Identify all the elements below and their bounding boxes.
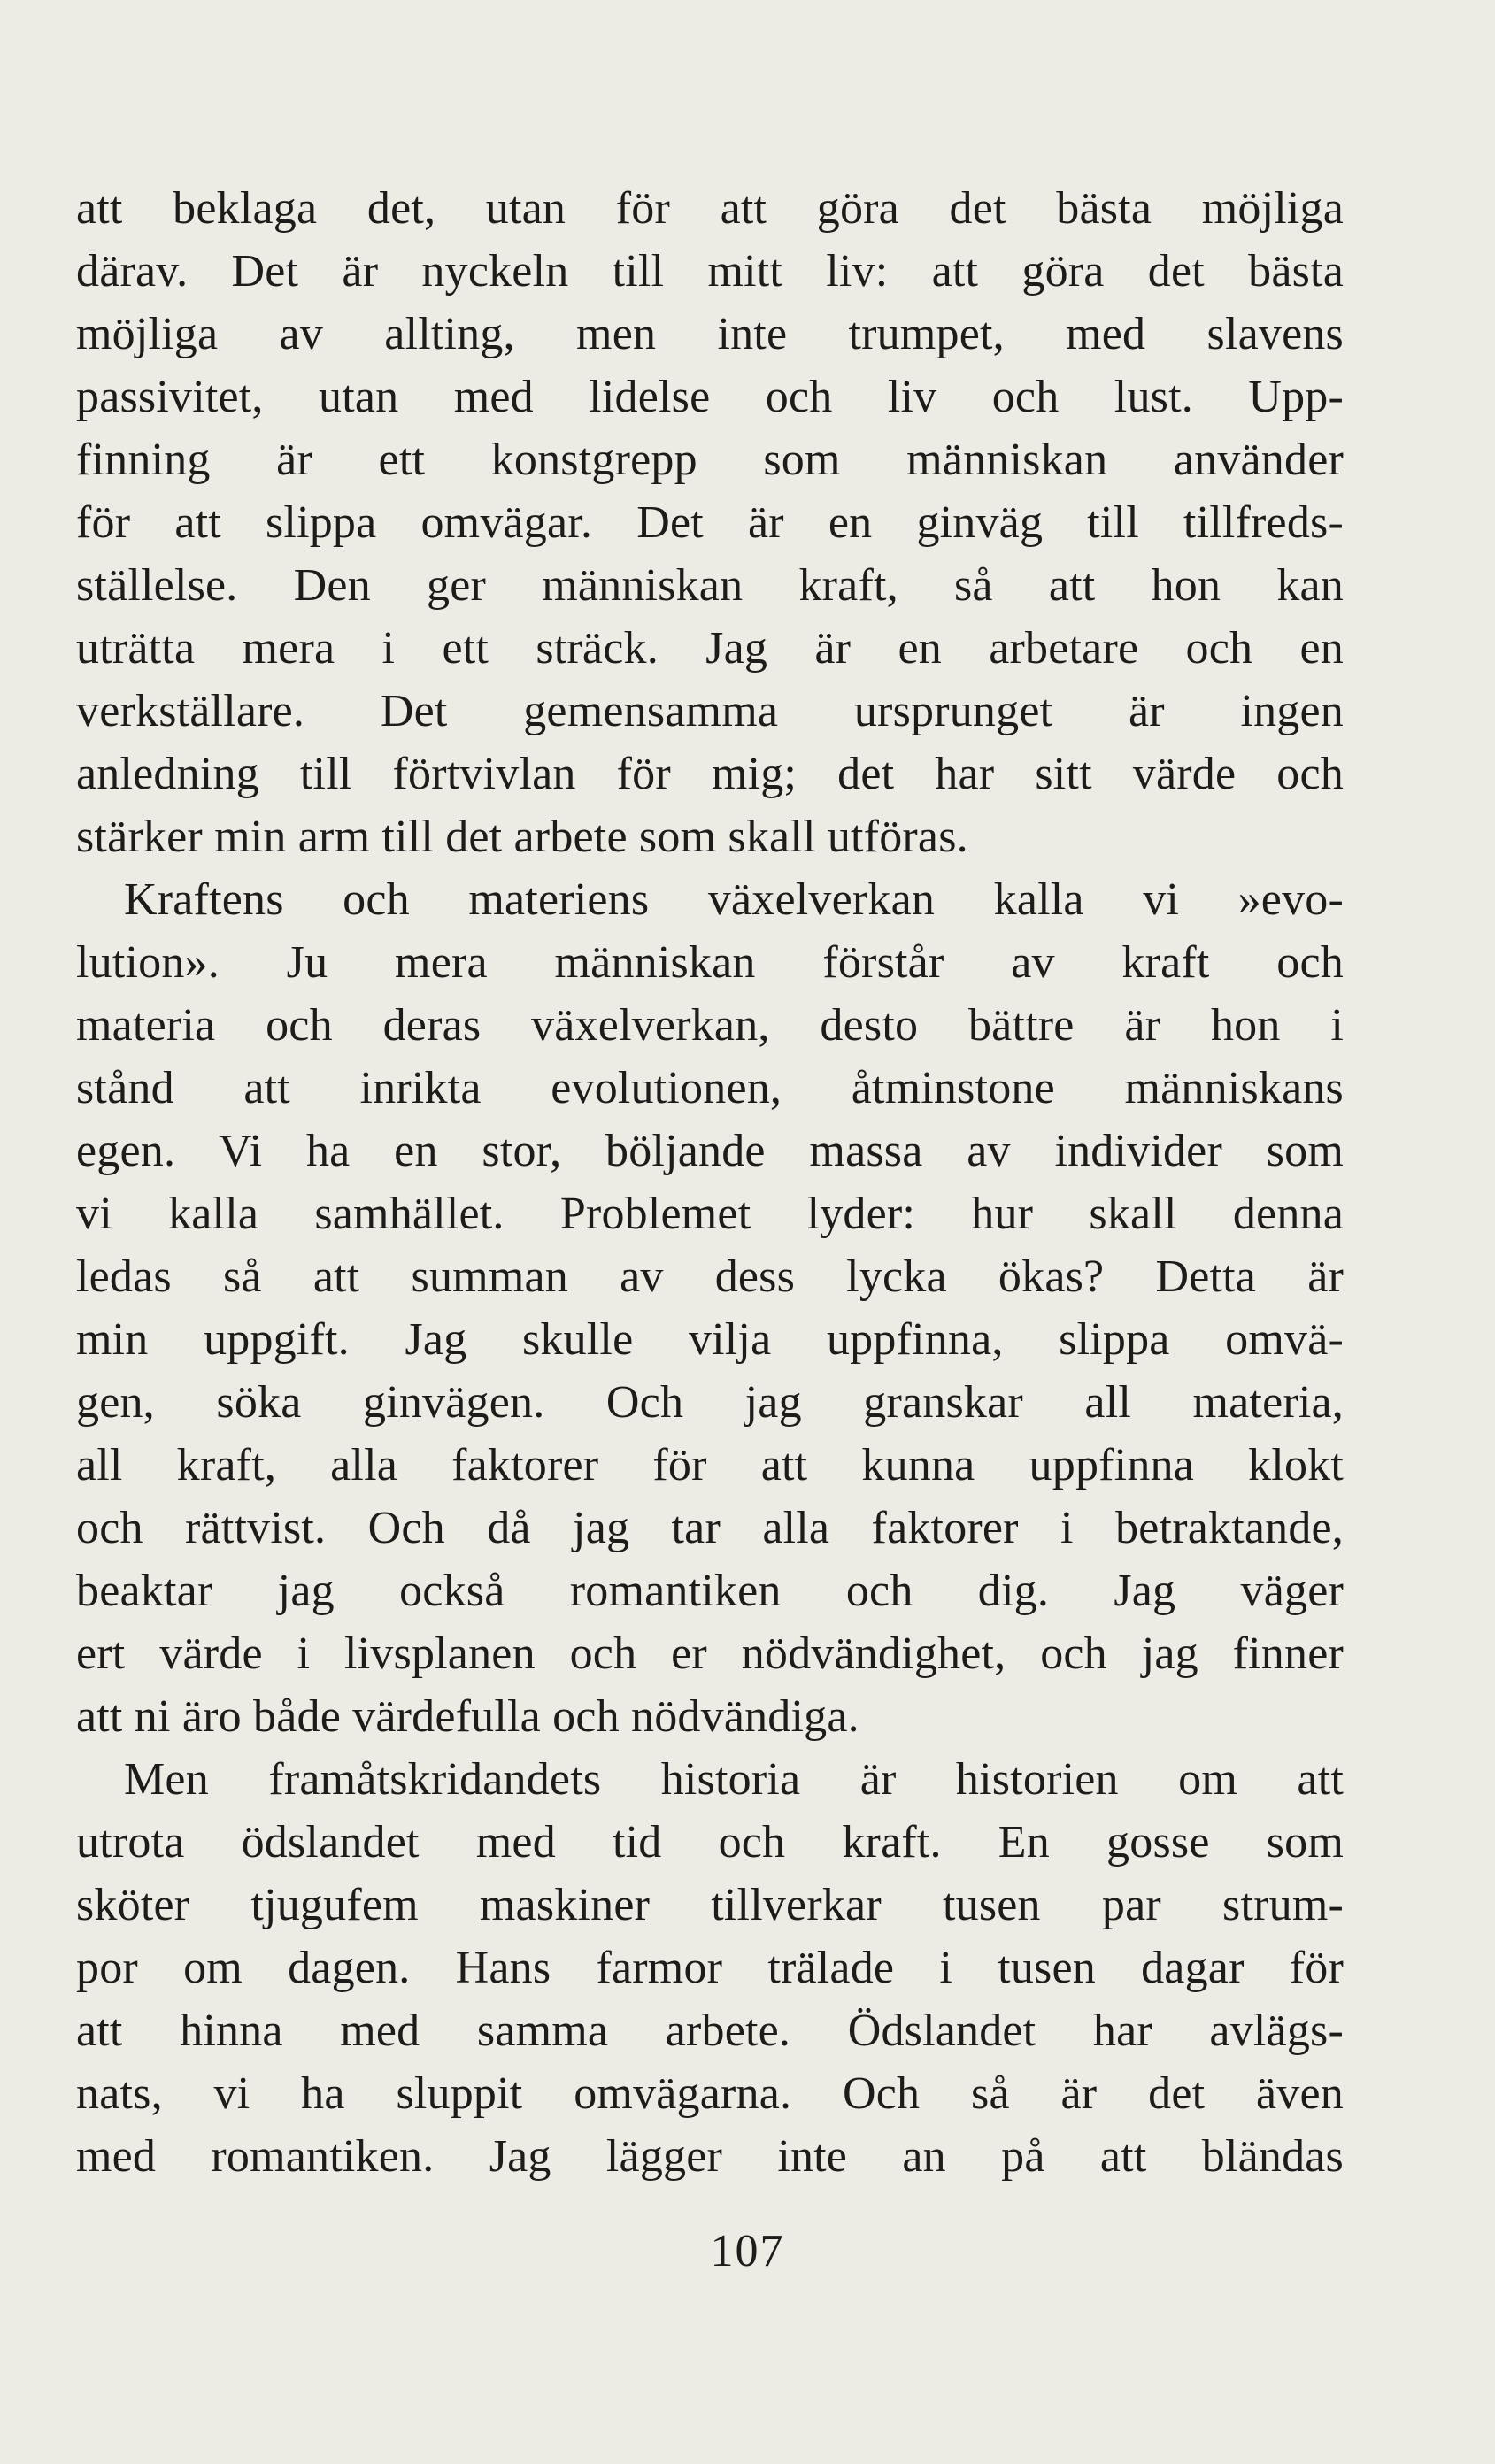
text-line: lution». Ju mera människan förstår av kraft och xyxy=(76,937,1344,988)
text-line: och rättvist. Och då jag tar alla faktorer i betraktande, xyxy=(76,1503,1344,1553)
text-line: gen, söka ginvägen. Och jag granskar all materia, xyxy=(76,1377,1344,1428)
text-line: finning är ett konstgrepp som människan använder xyxy=(76,435,1344,485)
text-line: passivitet, utan med lidelse och liv och lust. Upp- xyxy=(76,372,1344,422)
text-line: utrota ödslandet med tid och kraft. En gosse som xyxy=(76,1817,1344,1867)
text-line: egen. Vi ha en stor, böljande massa av individer som xyxy=(76,1126,1344,1176)
text-line: min uppgift. Jag skulle vilja uppfinna, slippa omvä- xyxy=(76,1314,1344,1365)
text-line: vi kalla samhället. Problemet lyder: hur skall denna xyxy=(76,1189,1344,1239)
text-line: sköter tjugufem maskiner tillverkar tusen par strum- xyxy=(76,1880,1344,1930)
text-line: möjliga av allting, men inte trumpet, med slavens xyxy=(76,309,1344,359)
text-line: ställelse. Den ger människan kraft, så att hon kan xyxy=(76,560,1344,611)
text-line: materia och deras växelverkan, desto bättre är hon i xyxy=(76,1000,1344,1051)
text-line: med romantiken. Jag lägger inte an på att bländas xyxy=(76,2131,1344,2182)
text-line: stärker min arm till det arbete som skall utföras. xyxy=(76,812,968,862)
text-line: nats, vi ha sluppit omvägarna. Och så är det även xyxy=(76,2068,1344,2119)
text-line: anledning till förtvivlan för mig; det har sitt värde och xyxy=(76,749,1344,799)
text-line: stånd att inrikta evolutionen, åtminstone människans xyxy=(76,1063,1344,1113)
text-line: verkställare. Det gemensamma ursprunget är ingen xyxy=(76,686,1344,736)
text-line: att hinna med samma arbete. Ödslandet har avlägs- xyxy=(76,2006,1344,2056)
text-line: för att slippa omvägar. Det är en ginväg till tillfreds- xyxy=(76,497,1344,548)
text-line: uträtta mera i ett sträck. Jag är en arbetare och en xyxy=(76,623,1344,674)
text-line: ert värde i livsplanen och er nödvändighet, och jag finner xyxy=(76,1629,1344,1679)
text-line: Kraftens och materiens växelverkan kalla vi »evo- xyxy=(124,874,1344,925)
text-line: att ni äro både värdefulla och nödvändiga. xyxy=(76,1691,859,1742)
text-line: beaktar jag också romantiken och dig. Jag väger xyxy=(76,1566,1344,1616)
text-line: ledas så att summan av dess lycka ökas? Detta är xyxy=(76,1251,1344,1302)
page-number: 107 xyxy=(710,2226,785,2276)
text-line: att beklaga det, utan för att göra det bästa möjliga xyxy=(76,183,1344,234)
text-line: por om dagen. Hans farmor trälade i tusen dagar för xyxy=(76,1943,1344,1993)
text-line: Men framåtskridandets historia är historien om att xyxy=(124,1754,1344,1805)
text-line: all kraft, alla faktorer för att kunna uppfinna klokt xyxy=(76,1440,1344,1490)
text-line: därav. Det är nyckeln till mitt liv: att göra det bästa xyxy=(76,246,1344,296)
